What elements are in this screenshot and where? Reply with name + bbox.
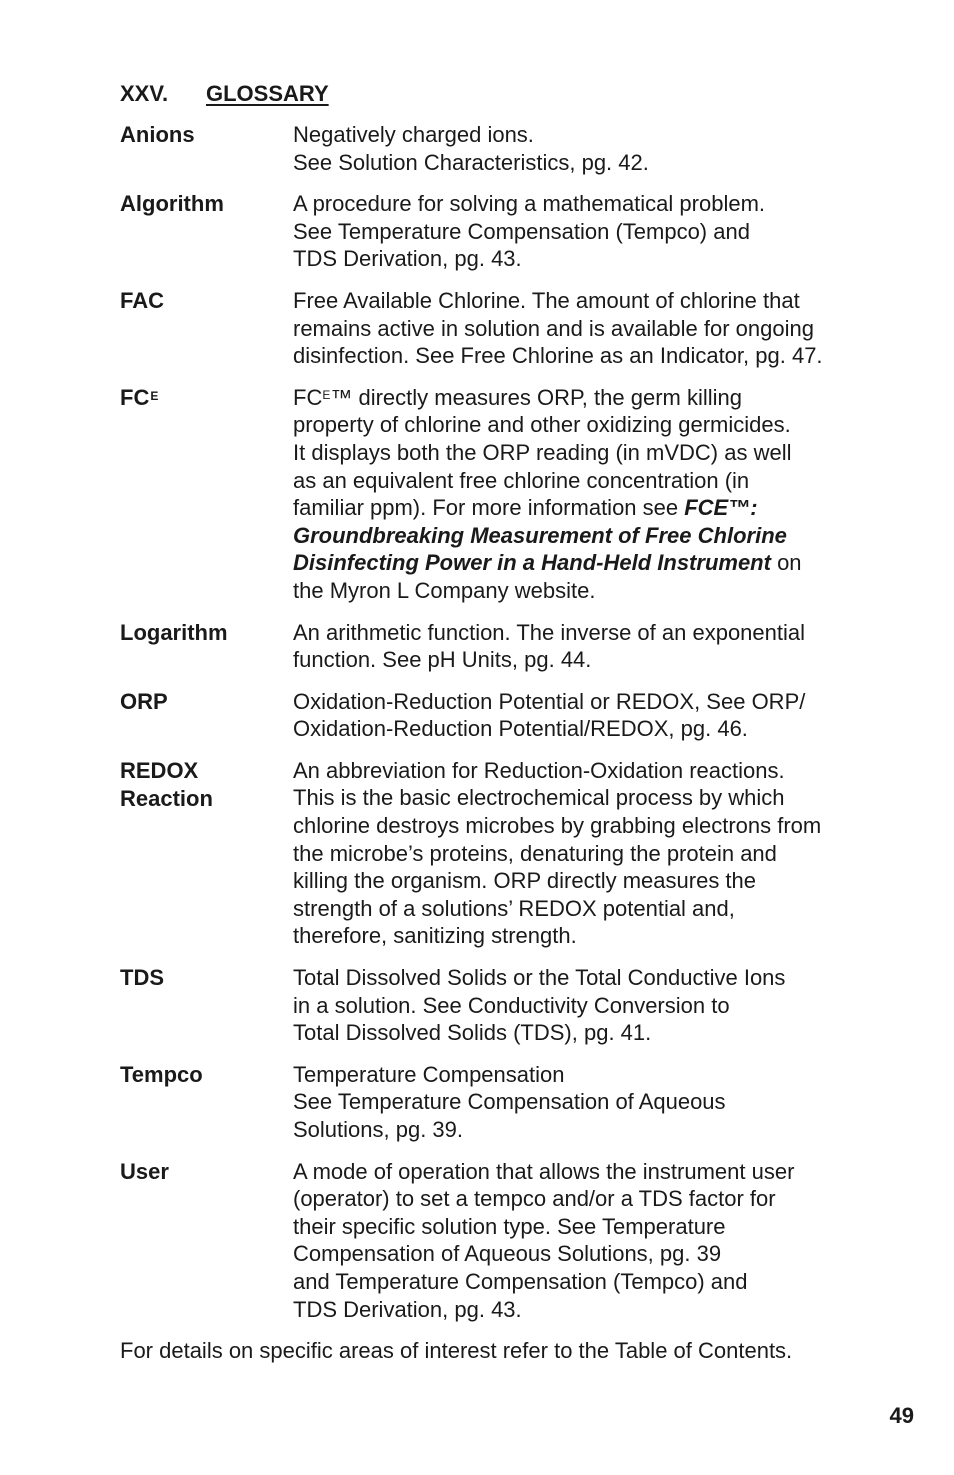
fce-line5-plain: familiar ppm). For more information see — [293, 495, 685, 521]
glossary-entry-algorithm — [120, 190, 890, 273]
definition-line: the microbe’s proteins, denaturing the protein and — [293, 840, 777, 866]
definition-line: Oxidation-Reduction Potential/REDOX, pg. 46. — [293, 716, 748, 742]
definition-line: Total Dissolved Solids (TDS), pg. 41. — [293, 1020, 652, 1046]
definition-line: therefore, sanitizing strength. — [293, 923, 577, 949]
term-fce-superscript: E — [150, 388, 159, 403]
glossary-entry-logarithm — [120, 619, 890, 674]
definition-line: property of chlorine and other oxidizing germicides. — [293, 412, 791, 438]
section-title: GLOSSARY — [206, 81, 329, 106]
definition-line: their specific solution type. See Temperature — [293, 1213, 726, 1239]
definition-line: TDS Derivation, pg. 43. — [293, 246, 522, 272]
definition-line: See Temperature Compensation (Tempco) and — [293, 218, 750, 244]
section-heading — [120, 80, 890, 108]
definition-algorithm — [293, 190, 890, 273]
glossary-entry-tempco — [120, 1061, 890, 1144]
term-algorithm: Algorithm — [120, 191, 224, 217]
definition-line: See Temperature Compensation of Aqueous — [293, 1089, 726, 1115]
term-fce — [120, 384, 293, 605]
fce-line1-text: ™ directly measures ORP, the germ killing — [330, 384, 742, 410]
term-orp: ORP — [120, 688, 168, 714]
fce-document-title-part: Disinfecting Power in a Hand-Held Instrument — [293, 550, 771, 576]
term-redox-reaction: REDOX Reaction — [120, 757, 213, 811]
glossary-entry-tds — [120, 964, 890, 1047]
term-user: User — [120, 1158, 169, 1184]
term-anions: Anions — [120, 122, 195, 147]
definition-line: and Temperature Compensation (Tempco) and — [293, 1268, 748, 1294]
definition-line: chlorine destroys microbes by grabbing electrons from — [293, 813, 822, 839]
definition-line: This is the basic electrochemical process by which — [293, 785, 785, 811]
definition-fac — [293, 287, 890, 370]
definition-line: as an equivalent free chlorine concentration (in — [293, 467, 750, 493]
definition-line — [293, 494, 890, 522]
glossary-entry-redox-reaction — [120, 757, 890, 950]
definition-line: the Myron L Company website. — [293, 577, 596, 603]
definition-line: An abbreviation for Reduction-Oxidation reactions. — [293, 757, 785, 783]
fce-superscript: E — [322, 387, 331, 402]
definition-line: Free Available Chlorine. The amount of chlorine that — [293, 287, 800, 313]
definition-logarithm — [293, 619, 890, 674]
definition-line — [293, 549, 890, 577]
definition-line: TDS Derivation, pg. 43. — [293, 1296, 522, 1322]
definition-line: Negatively charged ions. — [293, 122, 534, 147]
definition-line: See Solution Characteristics, pg. 42. — [293, 149, 649, 175]
definition-line: killing the organism. ORP directly measures the — [293, 868, 757, 894]
fce-document-title-part: FCE™: — [684, 495, 758, 521]
term-fac: FAC — [120, 287, 164, 313]
definition-tds — [293, 964, 890, 1047]
glossary-entry-user — [120, 1158, 890, 1324]
glossary-entry-orp — [120, 688, 890, 743]
definition-line: An arithmetic function. The inverse of an exponential — [293, 619, 806, 645]
page-number: 49 — [889, 1403, 914, 1428]
section-number: XXV. — [120, 81, 169, 106]
fce-prefix: FC — [293, 384, 323, 410]
glossary-page — [120, 80, 890, 1365]
definition-fce — [293, 384, 890, 605]
definition-line: Oxidation-Reduction Potential or REDOX, See ORP/ — [293, 688, 806, 714]
definition-line: disinfection. See Free Chlorine as an Indicator, pg. 47. — [293, 343, 823, 369]
definition-line: Compensation of Aqueous Solutions, pg. 39 — [293, 1241, 722, 1267]
definition-redox-reaction — [293, 757, 890, 950]
definition-line: Temperature Compensation — [293, 1061, 565, 1087]
definition-line: strength of a solutions’ REDOX potential and, — [293, 895, 735, 921]
definition-anions — [293, 121, 890, 176]
definition-tempco — [293, 1061, 890, 1144]
term-tds: TDS — [120, 965, 164, 991]
term-logarithm: Logarithm — [120, 619, 228, 645]
term-fce-base: FC — [120, 384, 150, 410]
fce-line7-plain: on — [770, 550, 802, 576]
definition-line: in a solution. See Conductivity Conversion to — [293, 992, 730, 1018]
definition-line: A procedure for solving a mathematical problem. — [293, 191, 766, 217]
definition-user — [293, 1158, 890, 1324]
glossary-entry-fce — [120, 384, 890, 605]
definition-line: Total Dissolved Solids or the Total Conductive Ions — [293, 965, 786, 991]
definition-line: A mode of operation that allows the instrument user — [293, 1158, 795, 1184]
definition-line — [293, 384, 890, 412]
definition-line: function. See pH Units, pg. 44. — [293, 647, 592, 673]
definition-orp — [293, 688, 890, 743]
definition-line: Solutions, pg. 39. — [293, 1117, 464, 1142]
definition-line: (operator) to set a tempco and/or a TDS factor for — [293, 1186, 776, 1212]
definition-line: It displays both the ORP reading (in mVDC) as well — [293, 439, 792, 465]
glossary-entry-anions — [120, 121, 890, 176]
fce-document-title-part: Groundbreaking Measurement of Free Chlorine — [293, 522, 787, 548]
definition-line: remains active in solution and is available for ongoing — [293, 315, 814, 341]
glossary-entry-fac — [120, 287, 890, 370]
footer-note: For details on specific areas of interest refer to the Table of Contents. — [120, 1338, 793, 1364]
term-tempco: Tempco — [120, 1061, 203, 1087]
